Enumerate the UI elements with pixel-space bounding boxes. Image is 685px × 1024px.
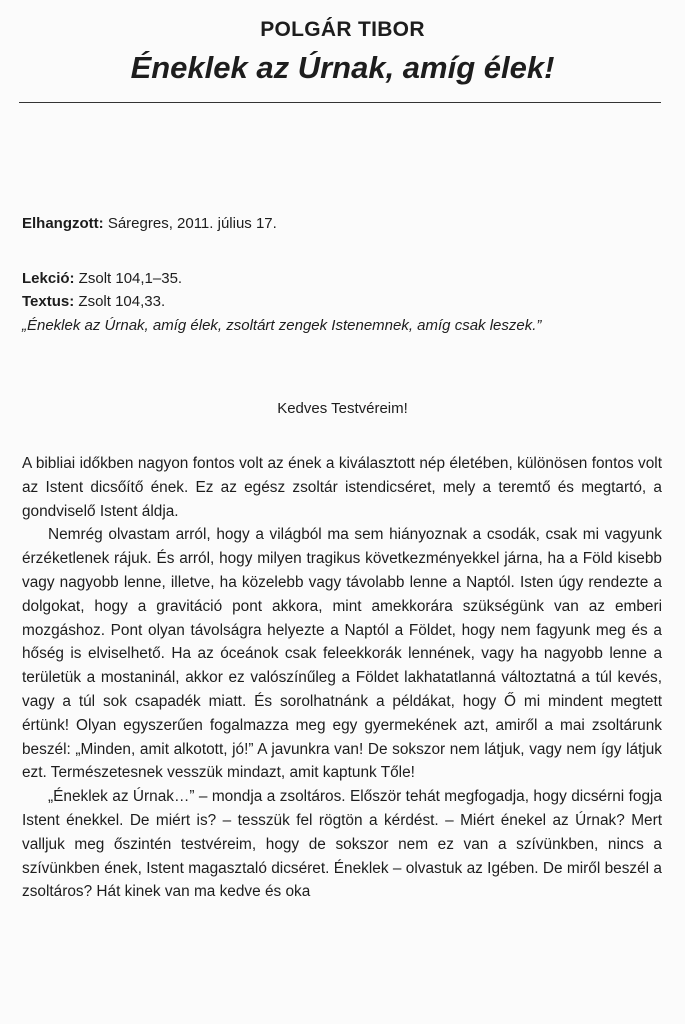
text-value: Zsolt 104,33. [74, 293, 166, 310]
lection-value: Zsolt 104,1–35. [74, 270, 183, 287]
paragraph-2: Nemrég olvastam arról, hogy a világból ma sem hiányoznak a csodák, csak mi vagyunk érzéketlenek rájuk. És arról, hogy milyen tragikus következményekkel járna, ha a Föld kisebb vagy nagyobb lenne, illetve, ha közelebb vagy távolabb lenne a Naptól. Isten úgy rendezte a dolgokat, hogy a gravitáció pont akkora, mint amekkorára szükségünk van az emberi mozgáshoz. Pont olyan távolságra helyezte a Naptól a Földet, hogy nem fagyunk meg és a hőség is elviselhető. Ha az óceánok csak feleekkorák lennének, vagy ha nagyobb lenne a területük a mostaninál, akkor ez valószínűleg a Földet lakhatatlanná változtatná a túl kevés, vagy a túl sok csapadék miatt. És sorolhatnánk a példákat, hogy Ő mi mindent megtett értünk! Olyan egyszerűen fogalmazza meg egy gyermekének azt, amiről a mai zsoltárunk beszél: „Minden, amit alkotott, jó!” A javunkra van! De sokszor nem látjuk, vagy nem így látjuk ezt. Természetesnek vesszük mindazt, amit kaptunk Tőle! [22, 526, 662, 782]
text-label: Textus: [22, 293, 75, 310]
lection-line [22, 268, 182, 290]
lection-label: Lekció: [22, 270, 75, 287]
sermon-title: Éneklek az Úrnak, amíg élek! [130, 50, 555, 85]
author-name: POLGÁR TIBOR [260, 18, 425, 41]
sermon-body [22, 452, 662, 904]
delivered-line [22, 213, 277, 235]
title-divider [19, 102, 661, 103]
delivered-label: Elhangzott: [22, 215, 104, 232]
scripture-quote: „Éneklek az Úrnak, amíg élek, zsoltárt zengek Istenemnek, amíg csak leszek.” [22, 317, 542, 334]
delivered-value: Sáregres, 2011. július 17. [103, 215, 277, 232]
greeting: Kedves Testvéreim! [277, 400, 408, 417]
paragraph-3: „Éneklek az Úrnak…” – mondja a zsoltáros. Először tehát megfogadja, hogy dicsérni fogja Istent énekkel. De miért is? – tesszük fel rögtön a kérdést. – Miért énekel az Úrnak? Mert valljuk meg őszintén testvéreim, hogy de sokszor nem ez van a szívünkben, nincs a szívünkben ének, Istent magasztaló dicséret. Éneklek – olvastuk az Igében. De miről beszél a zsoltáros? Hát kinek van ma kedve és oka [22, 788, 662, 901]
paragraph-1: A bibliai időkben nagyon fontos volt az ének a kiválasztott nép életében, különösen fontos volt az Istent dicsőítő ének. Ez az egész zsoltár istendicséret, mely a teremtő és megtartó, a gondviselő Istent áldja. [22, 455, 662, 520]
text-line [22, 291, 165, 313]
